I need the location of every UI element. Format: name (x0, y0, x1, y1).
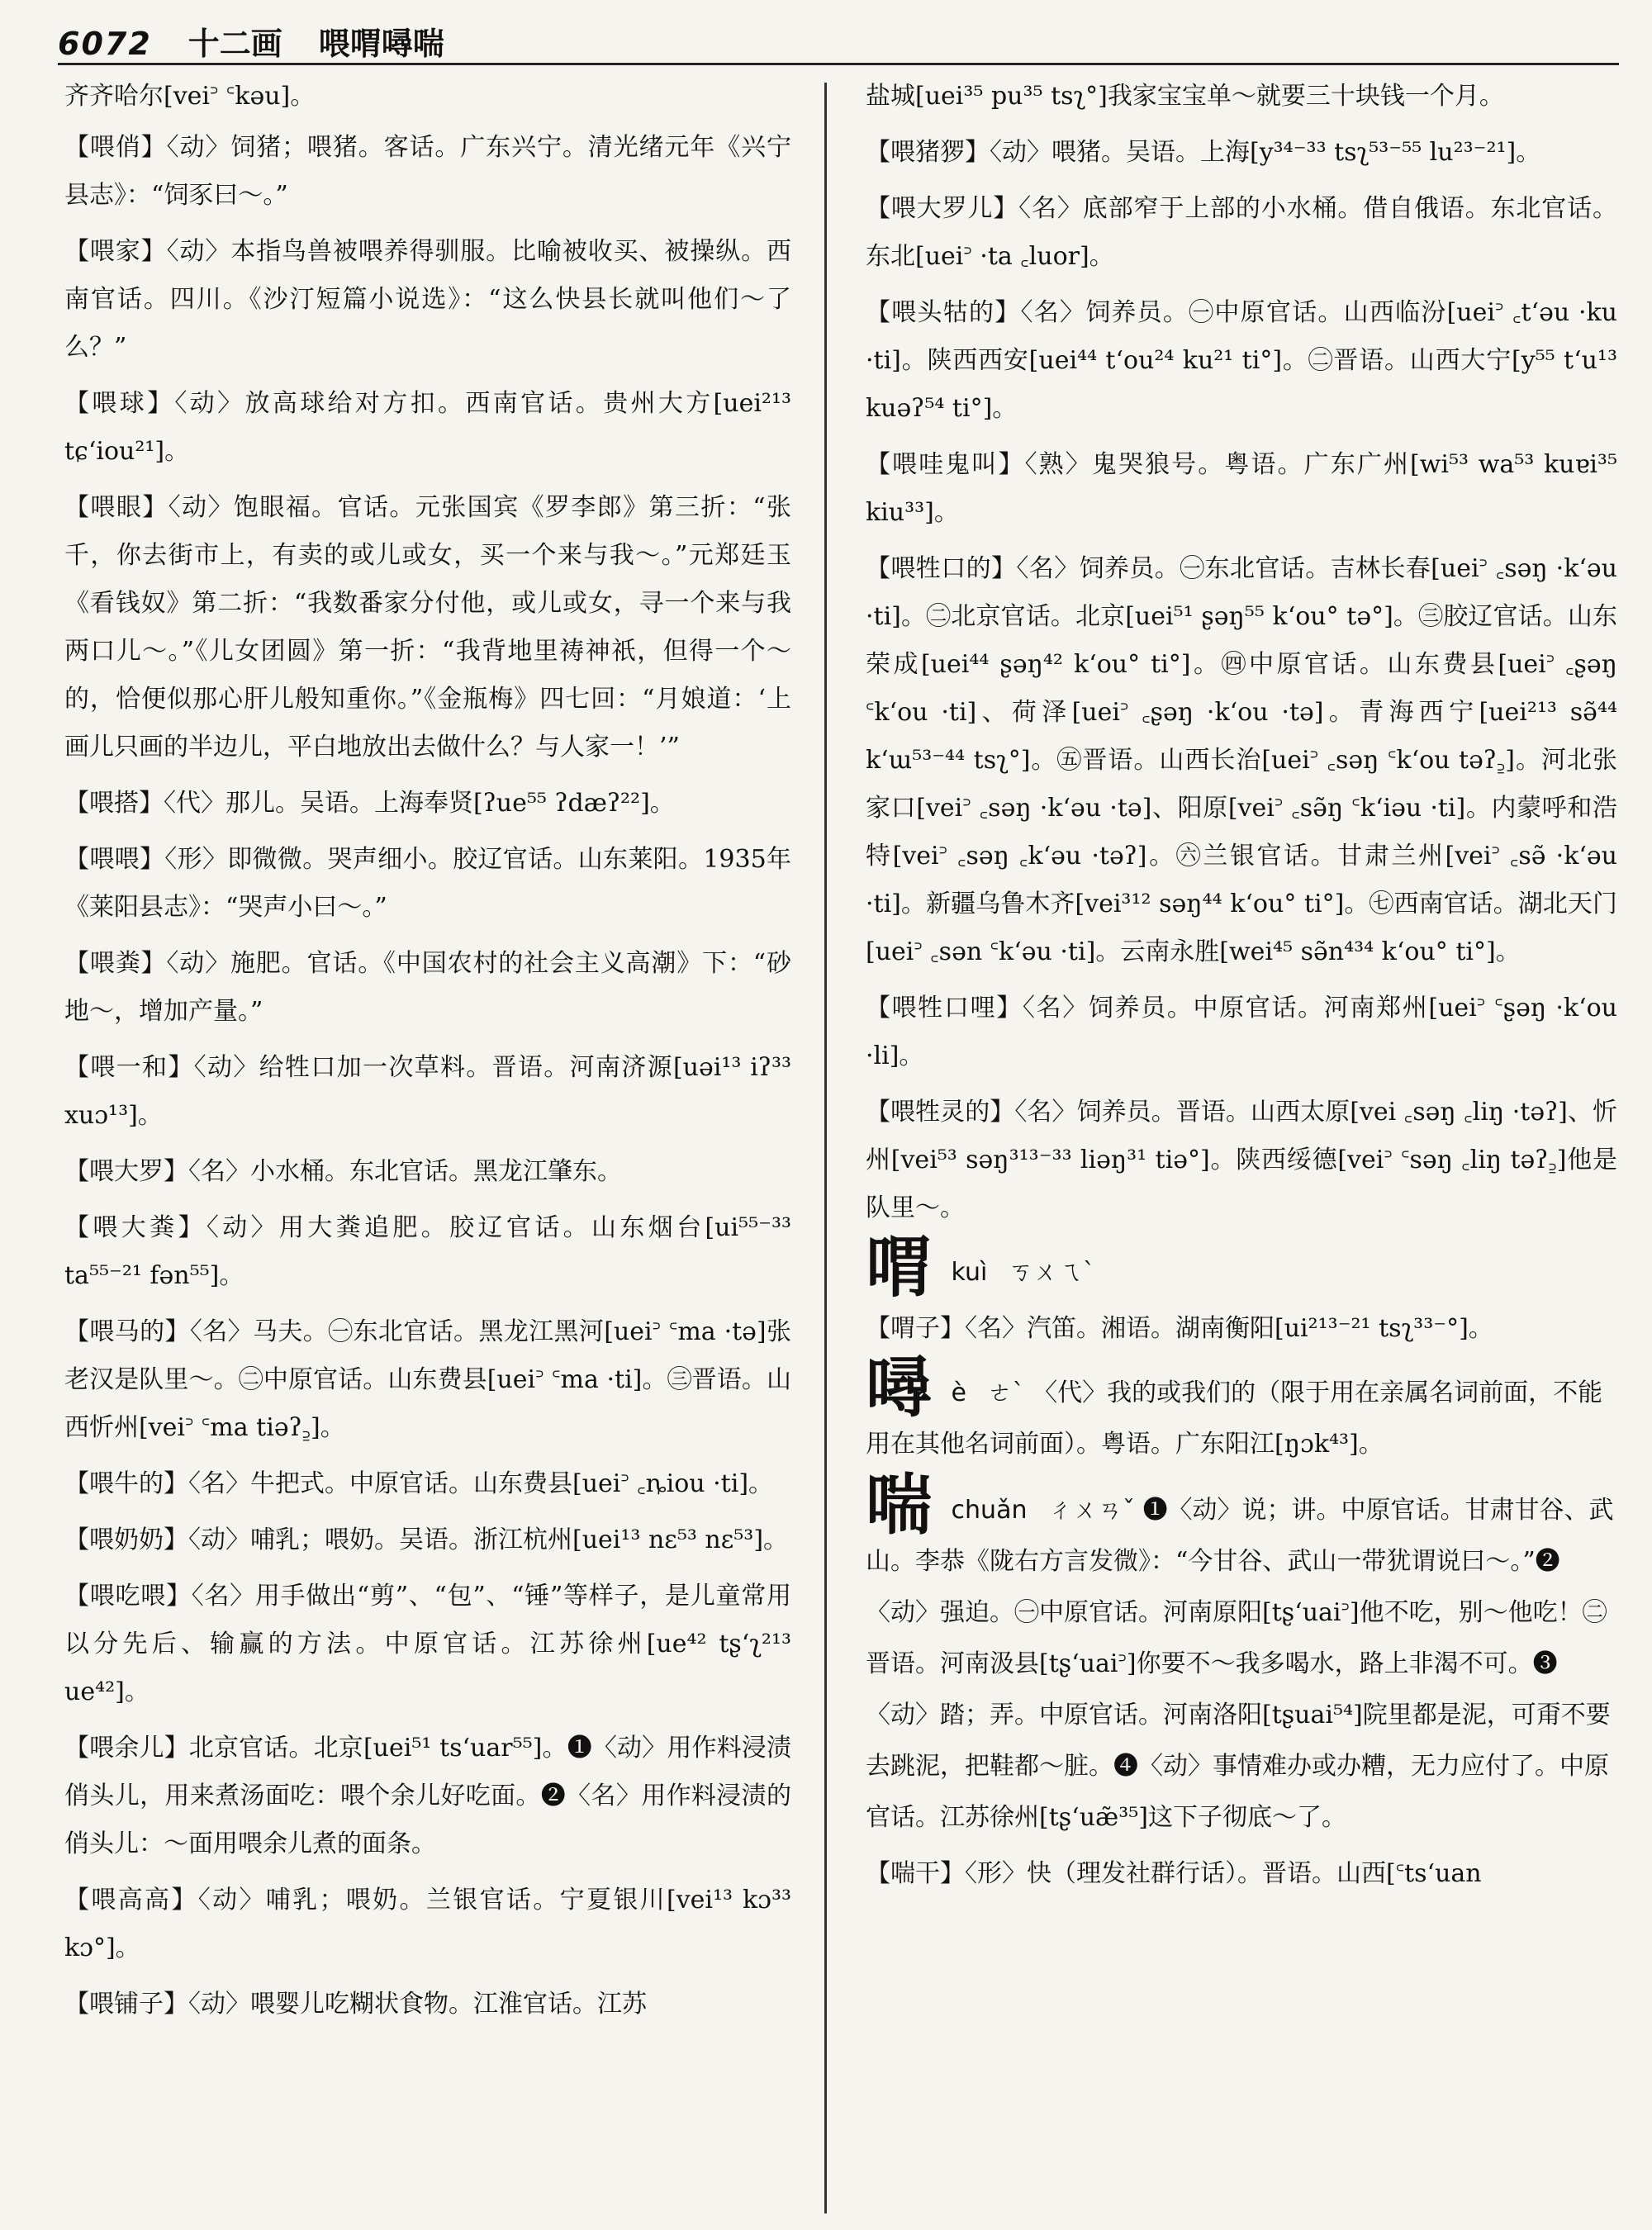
entry-weidaluo: 【喂大罗】〈名〉小水桶。东北官话。黑龙江肇东。 (64, 1157, 622, 1186)
left-column (64, 73, 791, 2037)
entry-weiqiu: 【喂球】〈动〉放高球给对方扣。西南官话。贵州大方[uei²¹³ tɕʻiou²¹]。 (64, 389, 791, 466)
entry-weifen: 【喂粪】〈动〉施肥。官话。《中国农村的社会主义高潮》下：“砂地～，增加产量。” (64, 949, 791, 1026)
entry-continuation-right: 盐城[uei³⁵ pu³⁵ tsʅ°]我家宝宝单～就要三十块钱一个月。 (866, 82, 1504, 111)
entry-kuizi: 【喟子】〈名〉汽笛。湘语。湖南衡阳[ui²¹³⁻²¹ tsʅ³³⁻°]。 (866, 1314, 1493, 1343)
section-label: 十二画 (188, 25, 282, 62)
entry-weishengkoude: 【喂牲口的】〈名〉饲养员。㊀东北官话。吉林长春[uei꜄ ꜀səŋ ·kʻəu ·ti]。㊁北京官话。北京[uei⁵¹ ʂəŋ⁵⁵ kʻou° tə°]。㊂胶辽官话。山东荣成[uei⁴⁴ ʂəŋ⁴² kʻou° ti°]。㊃中原官话。山东费县[uei꜄ ꜀ʂəŋ ꜂kʻou ·ti]、荷泽[uei꜄ ꜀ʂəŋ ·kʻou ·tə]。青海西宁[uei²¹³ sə̃⁴⁴ kʻɯ⁵³⁻⁴⁴ tsʅ°]。㊄晋语。山西长治[uei꜄ ꜀səŋ ꜂kʻou təʔ꜇]。河北张家口[vei꜄ ꜀səŋ ·kʻəu ·tə]、阳原[vei꜄ ꜀sə̃ŋ ꜂kʻiəu ·ti]。内蒙呼和浩特[vei꜄ ꜀səŋ ꜀kʻəu ·təʔ]。㊅兰银官话。甘肃兰州[vei꜄ ꜀sə̃ ·kʻəu ·ti]。新疆乌鲁木齐[vei³¹² səŋ⁴⁴ kʻou° ti°]。㊆西南官话。湖北天门[uei꜄ ꜀sən ꜂kʻəu ·ti]。云南永胜[wei⁴⁵ sə̃n⁴³⁴ kʻou° ti°]。 (866, 554, 1617, 966)
entry-weida: 【喂搭】〈代〉那儿。吴语。上海奉贤[ʔue⁵⁵ ʔdæʔ²²]。 (64, 789, 675, 818)
entry-weimade: 【喂马的】〈名〉马夫。㊀东北官话。黑龙江黑河[uei꜄ ꜂ma ·tə]张老汉是队里～。㊁中原官话。山东费县[uei꜄ ꜂ma ·ti]。㊂晋语。山西忻州[vei꜄ ꜂ma tiəʔ꜇]。 (64, 1317, 791, 1442)
page-header (58, 18, 444, 62)
headword-kui-zhuyin: ㄎㄨㄟˋ (1008, 1258, 1095, 1287)
headword-e-char: 噚 (866, 1350, 932, 1426)
entry-weinainai: 【喂奶奶】〈动〉哺乳；喂奶。吴语。浙江杭州[uei¹³ nɛ⁵³ nɛ⁵³]。 (64, 1525, 789, 1554)
entry-weidaluoer: 【喂大罗儿】〈名〉底部窄于上部的小水桶。借自俄语。东北官话。东北[uei꜄ ·ta ꜀luor]。 (866, 194, 1617, 271)
entry-weipuzi: 【喂铺子】〈动〉喂婴儿吃糊状食物。江淮官话。江苏 (64, 1990, 647, 2019)
headword-kui-char: 喟 (866, 1229, 932, 1306)
entry-weiyihe: 【喂一和】〈动〉给牲口加一次草料。晋语。河南济源[uəi¹³ iʔ³³ xuɔ¹³]。 (64, 1053, 791, 1130)
entry-weiqiao: 【喂俏】〈动〉饲猪；喂猪。客话。广东兴宁。清光绪元年《兴宁县志》：“饲豕曰～。” (64, 133, 791, 210)
headword-chuan-definition: ❶〈动〉说；讲。中原官话。甘肃甘谷、武山。李恭《陇右方言发微》：“今甘谷、武山一带犹谓说曰～。”❷〈动〉强迫。㊀中原官话。河南原阳[tʂʻuai꜄]他不吃，别～他吃！㊁晋语。河南汲县[tʂʻuai꜄]你要不～我多喝水，路上非渴不可。❸〈动〉踏；弄。中原官话。河南洛阳[tʂuai⁵⁴]院里都是泥，可甭不要去跳泥，把鞋都～脏。❹〈动〉事情难办或办糟，无力应付了。中原官话。江苏徐州[tʂʻuæ̃³⁵]这下子彻底～了。 (866, 1496, 1614, 1832)
headword-chuan-zhuyin: ㄔㄨㄢˇ (1048, 1496, 1136, 1525)
entry-weijia: 【喂家】〈动〉本指鸟兽被喂养得驯服。比喻被收买、被操纵。西南官话。四川。《沙汀短篇小说选》：“这么快县长就叫他们～了么？” (64, 237, 791, 362)
entry-weichiwei: 【喂吃喂】〈名〉用手做出“剪”、“包”、“锤”等样子，是儿童常用以分先后、输赢的方法。中原官话。江苏徐州[ue⁴² tʂʻʅ²¹³ ue⁴²]。 (64, 1582, 791, 1706)
headword-e-zhuyin: ㄜˋ (987, 1378, 1025, 1407)
headword-kui (866, 1229, 1617, 1306)
entry-weidafen: 【喂大粪】〈动〉用大粪追肥。胶辽官话。山东烟台[ui⁵⁵⁻³³ ta⁵⁵⁻²¹ fən⁵⁵]。 (64, 1213, 791, 1290)
entry-weizhuluo: 【喂猪猡】〈动〉喂猪。吴语。上海[y³⁴⁻³³ tsʅ⁵³⁻⁵⁵ lu²³⁻²¹]。 (866, 138, 1541, 167)
entry-weitougude: 【喂头牯的】〈名〉饲养员。㊀中原官话。山西临汾[uei꜄ ꜀tʻəu ·ku ·ti]。陕西西安[uei⁴⁴ tʻou²⁴ ku²¹ ti°]。㊁晋语。山西大宁[y⁵⁵ tʻu¹³ kuəʔ⁵⁴ ti°]。 (866, 298, 1617, 423)
headword-chuan-char: 喘 (866, 1467, 932, 1544)
headword-e-pinyin: è (951, 1378, 967, 1407)
entry-weiyan: 【喂眼】〈动〉饱眼福。官话。元张国宾《罗李郎》第三折：“张千，你去街市上，有卖的或儿或女，买一个来与我～。”元郑廷玉《看钱奴》第二折：“我数番家分付他，或儿或女，寻一个来与我两口儿～。”《儿女团圆》第一折：“我背地里祷神祇，但得一个～的，恰便似那心肝儿般知重你。”《金瓶梅》四七回：“月娘道：‘上画儿只画的半边儿，平白地放出去做什么？与人家一！’” (64, 493, 791, 762)
entry-weiyuer: 【喂余儿】北京官话。北京[uei⁵¹ tsʻuar⁵⁵]。❶〈动〉用作料浸渍俏头儿，用来煮汤面吃：喂个余儿好吃面。❷〈名〉用作料浸渍的俏头儿：～面用喂余儿煮的面条。 (64, 1734, 791, 1858)
headword-chuan-pinyin: chuǎn (951, 1496, 1028, 1525)
entry-weishengkouli: 【喂牲口哩】〈名〉饲养员。中原官话。河南郑州[uei꜄ ꜂ʂəŋ ·kʻou ·li]。 (866, 994, 1617, 1070)
header-rule (58, 63, 1619, 65)
headword-e (866, 1350, 1617, 1470)
headword-chuan (866, 1467, 1617, 1843)
right-column (866, 73, 1617, 1906)
page-number: 6072 (58, 26, 152, 62)
entry-chuangan: 【喘干】〈形〉快（理发社群行话）。晋语。山西[꜂tsʻuan (866, 1859, 1482, 1888)
header-chars: 喂喟噚喘 (318, 25, 444, 62)
entry-continuation: 齐齐哈尔[vei꜄ ꜂kəu]。 (64, 82, 316, 111)
entry-weishenglingde: 【喂牲灵的】〈名〉饲养员。晋语。山西太原[vei ꜀səŋ ꜀liŋ ·təʔ]、忻州[vei⁵³ səŋ³¹³⁻³³ liəŋ³¹ tiə°]。陕西绥德[vei꜄ ꜂səŋ ꜀liŋ təʔ꜇]他是队里～。 (866, 1098, 1617, 1222)
entry-weigaogao: 【喂高高】〈动〉哺乳；喂奶。兰银官话。宁夏银川[vei¹³ kɔ³³ kɔ°]。 (64, 1886, 791, 1962)
headword-e-definition: 〈代〉我的或我们的（限于用在亲属名词前面，不能用在其他名词前面）。粤语。广东阳江[ŋɔk⁴³]。 (866, 1378, 1603, 1459)
entry-weiwaguijiao: 【喂哇鬼叫】〈熟〉鬼哭狼号。粤语。广东广州[wi⁵³ wa⁵³ kuɐi³⁵ kiu³³]。 (866, 450, 1617, 527)
column-divider (824, 83, 827, 2213)
headword-kui-pinyin: kuì (951, 1258, 988, 1287)
entry-weiwei: 【喂喂】〈形〉即微微。哭声细小。胶辽官话。山东莱阳。1935年《莱阳县志》：“哭声小曰～。” (64, 845, 791, 922)
entry-weiniude: 【喂牛的】〈名〉牛把式。中原官话。山东费县[uei꜄ ꜀ȵiou ·ti]。 (64, 1469, 774, 1498)
